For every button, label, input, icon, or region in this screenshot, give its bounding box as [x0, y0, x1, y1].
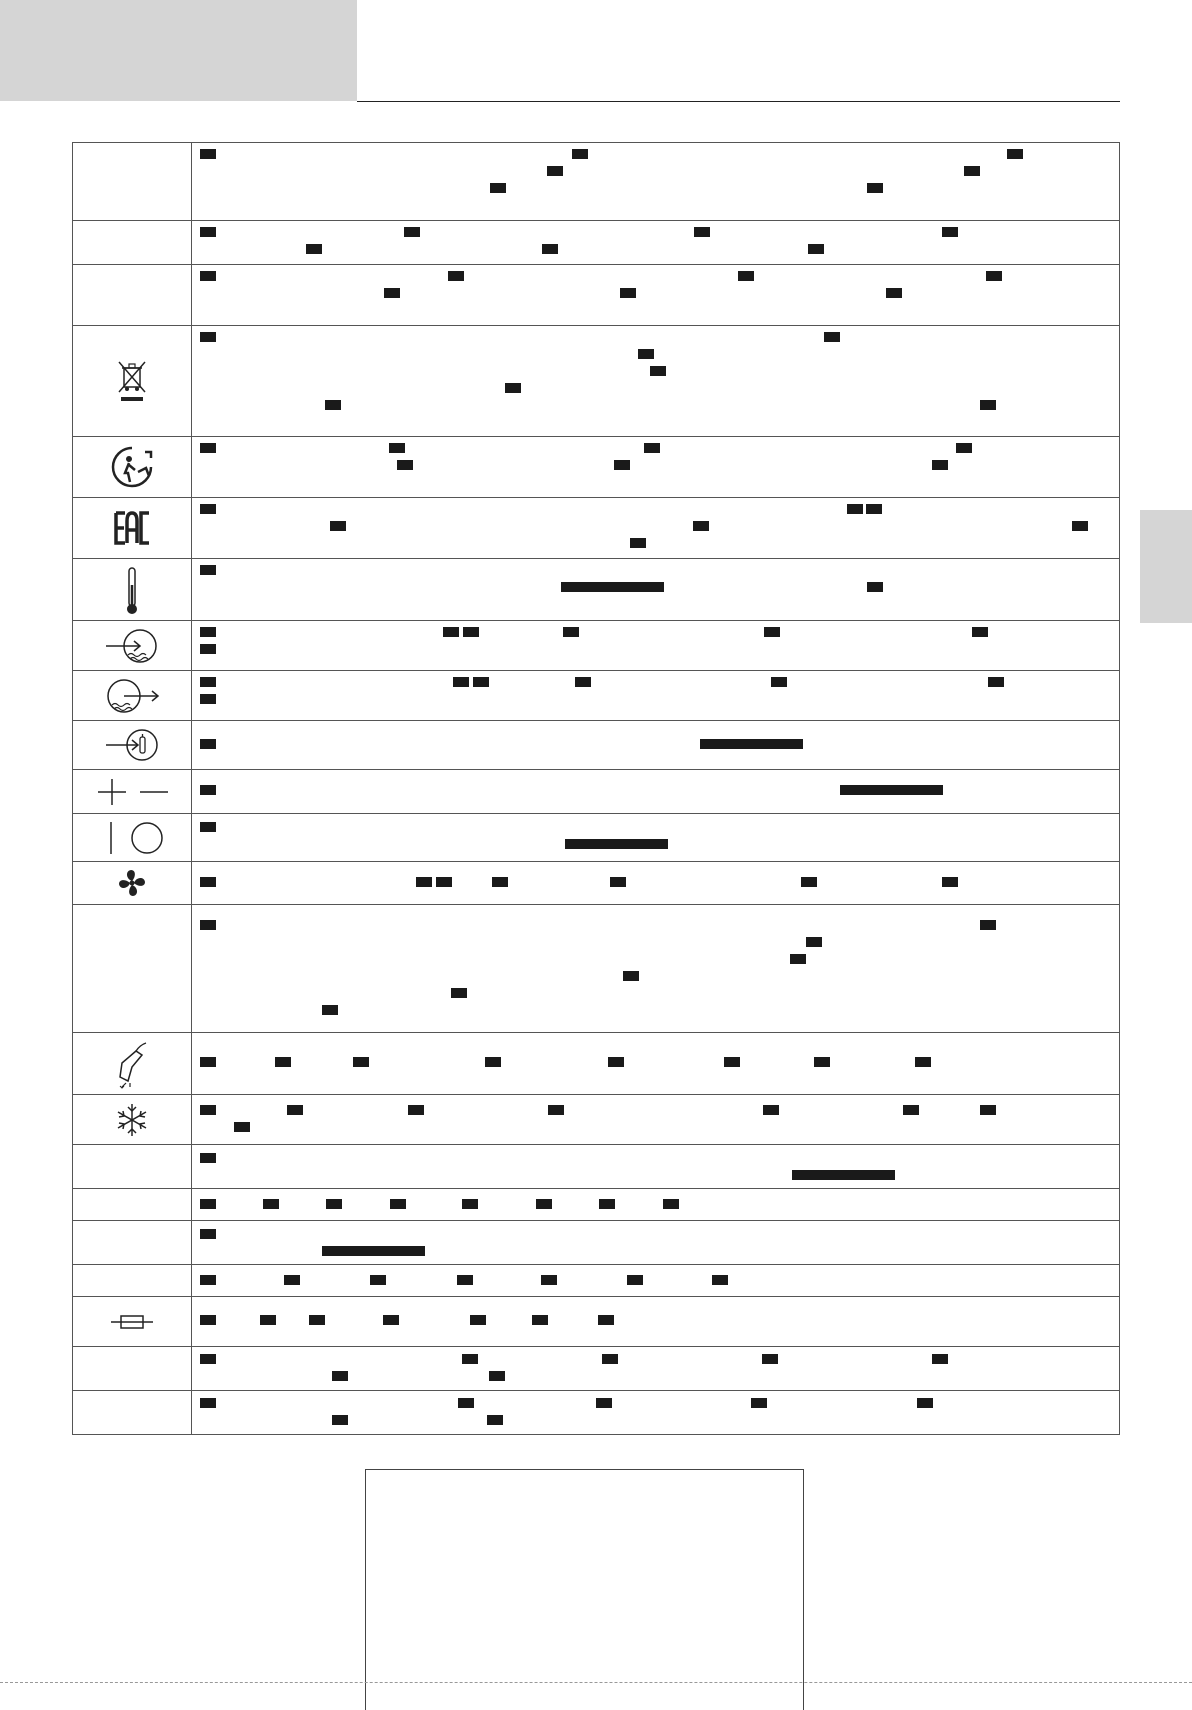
- redaction-mark: [200, 227, 216, 237]
- redaction-mark: [663, 1199, 679, 1209]
- redaction-mark: [397, 460, 413, 470]
- redaction-mark: [942, 227, 958, 237]
- symbol-cell: [73, 437, 192, 498]
- redaction-mark: [738, 271, 754, 281]
- water-inlet-icon: [104, 627, 160, 665]
- redaction-mark: [200, 332, 216, 342]
- table-row: [73, 1095, 1120, 1145]
- table-row: [73, 621, 1120, 671]
- redaction-mark: [370, 1275, 386, 1285]
- redaction-mark: [548, 1105, 564, 1115]
- redaction-mark: [763, 1105, 779, 1115]
- table-row: [73, 265, 1120, 326]
- symbol-cell: [73, 1297, 192, 1347]
- description-cell: [192, 1095, 1120, 1145]
- redaction-mark: [867, 183, 883, 193]
- symbol-cell: [73, 143, 192, 221]
- redaction-mark: [200, 1057, 216, 1067]
- redaction-mark: [390, 1199, 406, 1209]
- description-cell: [192, 621, 1120, 671]
- redaction-mark: [866, 504, 882, 514]
- description-cell: [192, 721, 1120, 770]
- redaction-mark: [200, 565, 216, 575]
- redaction-mark: [541, 1275, 557, 1285]
- symbol-cell: [73, 721, 192, 770]
- redaction-mark: [326, 1199, 342, 1209]
- redaction-mark: [972, 627, 988, 637]
- redaction-mark: [383, 1315, 399, 1325]
- redaction-mark: [200, 504, 216, 514]
- redaction-mark: [808, 244, 824, 254]
- redaction-mark: [614, 460, 630, 470]
- redaction-mark: [489, 1371, 505, 1381]
- plus-minus-icon: [92, 777, 172, 807]
- redaction-mark: [542, 244, 558, 254]
- table-row: [73, 1033, 1120, 1095]
- redaction-mark: [473, 677, 489, 687]
- redaction-mark: [956, 443, 972, 453]
- table-row: [73, 905, 1120, 1033]
- redaction-mark: [1007, 149, 1023, 159]
- description-cell: [192, 1265, 1120, 1297]
- header-rule: [357, 101, 1120, 102]
- redaction-mark: [487, 1415, 503, 1425]
- symbol-cell: [73, 1189, 192, 1221]
- table-row: [73, 671, 1120, 721]
- redaction-mark: [532, 1315, 548, 1325]
- redaction-mark: [443, 627, 459, 637]
- symbol-cell: [73, 1391, 192, 1435]
- redaction-mark: [200, 149, 216, 159]
- redaction-mark: [404, 227, 420, 237]
- symbol-cell: [73, 1033, 192, 1095]
- table-row: [73, 1221, 1120, 1265]
- redaction-mark: [917, 1398, 933, 1408]
- redaction-mark: [200, 443, 216, 453]
- redaction-mark: [867, 582, 883, 592]
- redaction-mark: [485, 1057, 501, 1067]
- redaction-mark: [847, 504, 863, 514]
- page-cut-line: [0, 1682, 1192, 1683]
- symbol-cell: [73, 1265, 192, 1297]
- description-cell: [192, 326, 1120, 437]
- redaction-mark: [724, 1057, 740, 1067]
- water-outlet-icon: [104, 677, 160, 715]
- redaction-mark: [650, 366, 666, 376]
- redaction-mark: [200, 822, 216, 832]
- redaction-mark: [416, 877, 432, 887]
- table-row: [73, 814, 1120, 862]
- redaction-mark: [284, 1275, 300, 1285]
- redaction-mark: [287, 1105, 303, 1115]
- redaction-mark: [627, 1275, 643, 1285]
- redaction-mark: [330, 521, 346, 531]
- redaction-mark: [451, 988, 467, 998]
- redaction-mark: [470, 1315, 486, 1325]
- redaction-mark: [462, 1199, 478, 1209]
- description-cell: [192, 265, 1120, 326]
- symbol-cell: [73, 221, 192, 265]
- redaction-mark: [457, 1275, 473, 1285]
- redaction-mark: [505, 383, 521, 393]
- redaction-mark: [915, 1057, 931, 1067]
- redaction-mark: [492, 877, 508, 887]
- redaction-mark: [1072, 521, 1088, 531]
- redaction-mark: [824, 332, 840, 342]
- table-row: [73, 1265, 1120, 1297]
- redaction-mark: [200, 1153, 216, 1163]
- redaction-mark: [694, 227, 710, 237]
- fan-icon: [117, 868, 147, 898]
- redaction-mark: [200, 1354, 216, 1364]
- redaction-mark: [790, 954, 806, 964]
- redaction-mark: [801, 877, 817, 887]
- description-cell: [192, 1297, 1120, 1347]
- redaction-mark: [762, 1354, 778, 1364]
- redaction-mark: [602, 1354, 618, 1364]
- redaction-mark: [306, 244, 322, 254]
- redaction-mark: [448, 271, 464, 281]
- redaction-mark: [384, 288, 400, 298]
- symbol-cell: [73, 559, 192, 621]
- recycling-sort-icon: [109, 444, 155, 490]
- description-cell: [192, 1221, 1120, 1265]
- redaction-mark: [200, 1105, 216, 1115]
- redaction-mark: [980, 920, 996, 930]
- redaction-mark: [322, 1246, 425, 1256]
- redaction-mark: [200, 739, 216, 749]
- snowflake-icon: [114, 1102, 150, 1138]
- redaction-mark: [200, 1315, 216, 1325]
- symbol-cell: [73, 905, 192, 1033]
- redaction-mark: [792, 1170, 895, 1180]
- symbol-cell: [73, 862, 192, 905]
- redaction-mark: [436, 877, 452, 887]
- redaction-mark: [490, 183, 506, 193]
- table-row: [73, 1391, 1120, 1435]
- description-cell: [192, 143, 1120, 221]
- redaction-mark: [200, 1398, 216, 1408]
- redaction-mark: [322, 1005, 338, 1015]
- redaction-mark: [575, 677, 591, 687]
- description-cell: [192, 559, 1120, 621]
- redaction-mark: [332, 1371, 348, 1381]
- table-row: [73, 1189, 1120, 1221]
- redaction-mark: [840, 785, 943, 795]
- redaction-mark: [942, 877, 958, 887]
- table-row: [73, 721, 1120, 770]
- symbol-cell: [73, 1145, 192, 1189]
- weee-crossed-bin-icon: [115, 358, 149, 404]
- redaction-mark: [610, 877, 626, 887]
- redaction-mark: [572, 149, 588, 159]
- redaction-mark: [200, 271, 216, 281]
- redaction-mark: [263, 1199, 279, 1209]
- hand-wash-icon: [112, 1039, 152, 1089]
- symbol-cell: [73, 1347, 192, 1391]
- redaction-mark: [458, 1398, 474, 1408]
- redaction-mark: [309, 1315, 325, 1325]
- redaction-mark: [200, 785, 216, 795]
- redaction-mark: [771, 677, 787, 687]
- description-cell: [192, 1347, 1120, 1391]
- redaction-mark: [462, 1354, 478, 1364]
- symbol-cell: [73, 498, 192, 559]
- description-cell: [192, 814, 1120, 862]
- redaction-mark: [700, 739, 803, 749]
- table-row: [73, 1347, 1120, 1391]
- table-row: [73, 559, 1120, 621]
- redaction-mark: [596, 1398, 612, 1408]
- description-cell: [192, 1391, 1120, 1435]
- table-row: [73, 143, 1120, 221]
- description-cell: [192, 437, 1120, 498]
- redaction-mark: [598, 1315, 614, 1325]
- redaction-mark: [200, 920, 216, 930]
- table-row: [73, 437, 1120, 498]
- eac-mark-icon: [112, 511, 152, 545]
- bottom-box: [365, 1469, 804, 1710]
- table-row: [73, 498, 1120, 559]
- redaction-mark: [563, 627, 579, 637]
- redaction-mark: [620, 288, 636, 298]
- redaction-mark: [980, 400, 996, 410]
- redaction-mark: [565, 839, 668, 849]
- redaction-mark: [200, 1199, 216, 1209]
- side-tab: [1140, 510, 1192, 623]
- redaction-mark: [751, 1398, 767, 1408]
- symbol-cell: [73, 671, 192, 721]
- redaction-mark: [988, 677, 1004, 687]
- redaction-mark: [932, 460, 948, 470]
- description-cell: [192, 1189, 1120, 1221]
- redaction-mark: [599, 1199, 615, 1209]
- description-cell: [192, 905, 1120, 1033]
- symbol-cell: [73, 621, 192, 671]
- redaction-mark: [353, 1057, 369, 1067]
- redaction-mark: [986, 271, 1002, 281]
- redaction-mark: [712, 1275, 728, 1285]
- symbol-cell: [73, 1221, 192, 1265]
- redaction-mark: [630, 538, 646, 548]
- redaction-mark: [200, 1229, 216, 1239]
- redaction-mark: [903, 1105, 919, 1115]
- redaction-mark: [453, 677, 469, 687]
- redaction-mark: [563, 582, 579, 592]
- description-cell: [192, 221, 1120, 265]
- redaction-mark: [536, 1199, 552, 1209]
- redaction-mark: [886, 288, 902, 298]
- redaction-mark: [200, 877, 216, 887]
- redaction-mark: [693, 521, 709, 531]
- redaction-mark: [547, 166, 563, 176]
- redaction-mark: [389, 443, 405, 453]
- redaction-mark: [806, 937, 822, 947]
- symbol-cell: [73, 1095, 192, 1145]
- redaction-mark: [200, 694, 216, 704]
- redaction-mark: [980, 1105, 996, 1115]
- redaction-mark: [200, 677, 216, 687]
- on-off-icon: [97, 820, 167, 856]
- redaction-mark: [260, 1315, 276, 1325]
- redaction-mark: [200, 1275, 216, 1285]
- redaction-mark: [644, 443, 660, 453]
- gas-inlet-icon: [104, 726, 160, 764]
- description-cell: [192, 862, 1120, 905]
- description-cell: [192, 498, 1120, 559]
- table-row: [73, 221, 1120, 265]
- redaction-mark: [608, 1057, 624, 1067]
- redaction-mark: [463, 627, 479, 637]
- symbol-cell: [73, 265, 192, 326]
- symbol-cell: [73, 770, 192, 814]
- redaction-mark: [200, 644, 216, 654]
- redaction-mark: [814, 1057, 830, 1067]
- symbol-cell: [73, 326, 192, 437]
- table-row: [73, 1145, 1120, 1189]
- redaction-mark: [332, 1415, 348, 1425]
- symbol-cell: [73, 814, 192, 862]
- description-cell: [192, 671, 1120, 721]
- redaction-mark: [764, 627, 780, 637]
- description-cell: [192, 1033, 1120, 1095]
- redaction-mark: [200, 627, 216, 637]
- table-row: [73, 862, 1120, 905]
- table-row: [73, 1297, 1120, 1347]
- symbols-table: [72, 142, 1120, 1435]
- description-cell: [192, 770, 1120, 814]
- redaction-mark: [234, 1122, 250, 1132]
- thermometer-icon: [122, 565, 142, 615]
- redaction-mark: [623, 971, 639, 981]
- redaction-mark: [932, 1354, 948, 1364]
- redaction-mark: [408, 1105, 424, 1115]
- symbols-table-body: [73, 143, 1120, 1435]
- description-cell: [192, 1145, 1120, 1189]
- header-gray-block: [0, 0, 357, 101]
- redaction-mark: [638, 349, 654, 359]
- fuse-icon: [109, 1312, 155, 1332]
- table-row: [73, 770, 1120, 814]
- table-row: [73, 326, 1120, 437]
- redaction-mark: [275, 1057, 291, 1067]
- redaction-mark: [325, 400, 341, 410]
- redaction-mark: [964, 166, 980, 176]
